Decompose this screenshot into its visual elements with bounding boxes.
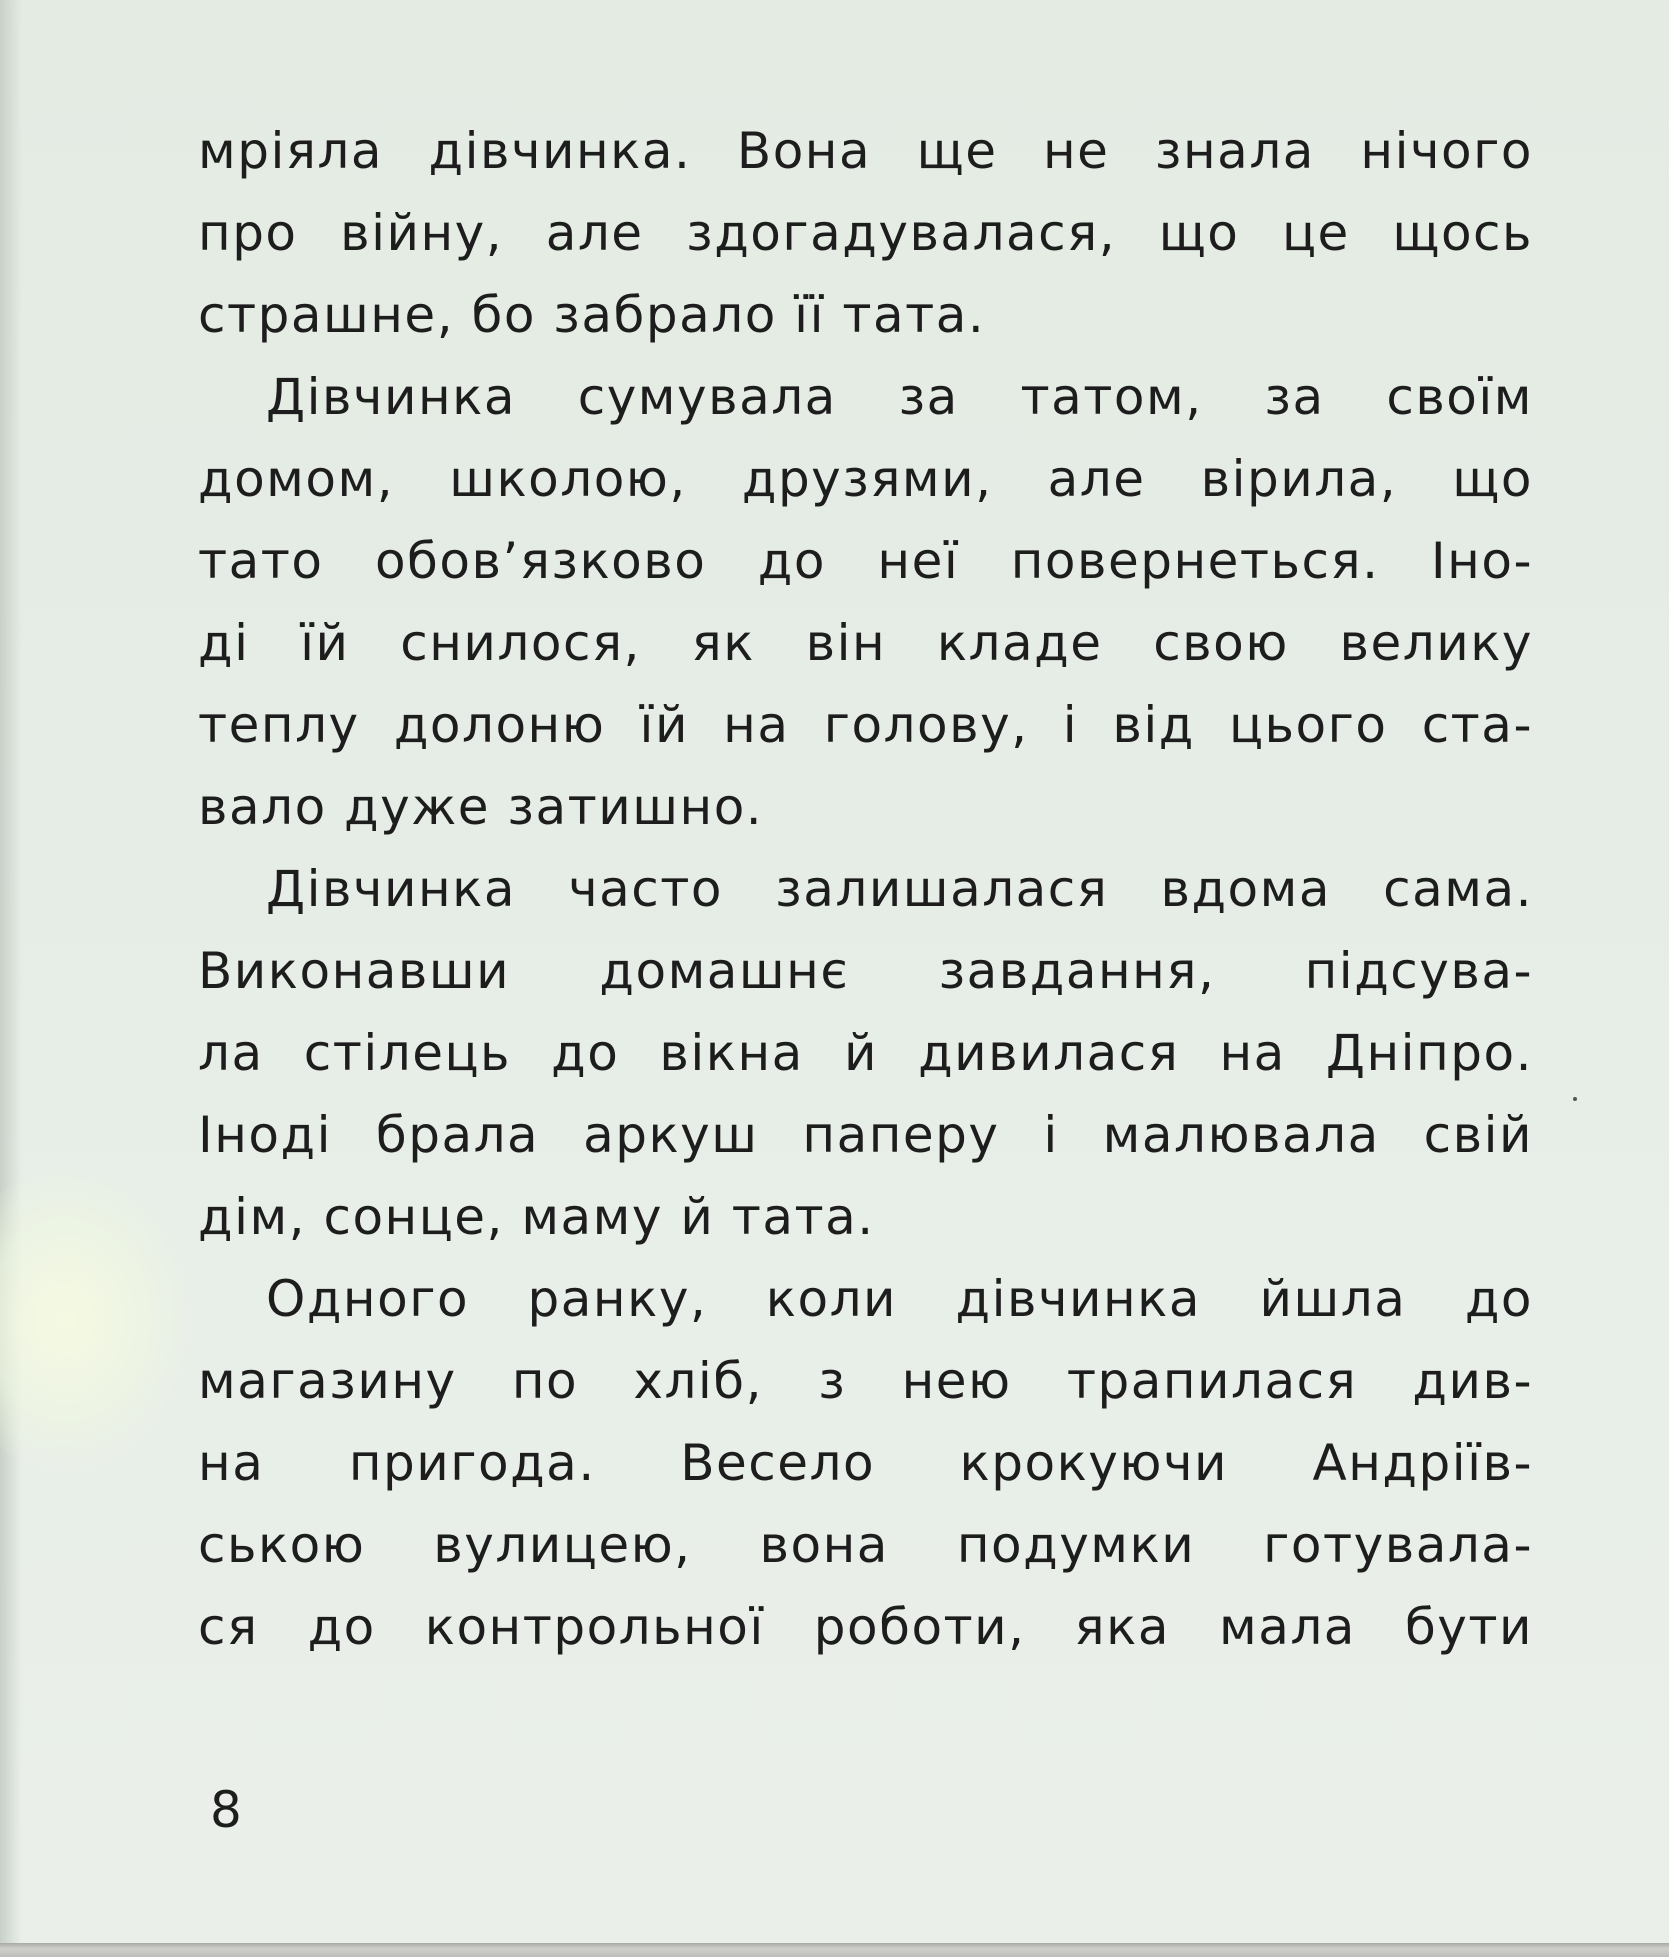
text-line: дім, сонце, маму й тата. xyxy=(198,1188,875,1246)
page-left-shadow xyxy=(0,0,22,1943)
text-line: ла стілець до вікна й дивилася на Дніпро. xyxy=(198,1024,1533,1082)
text-line: Виконавши домашнє завдання, підсува- xyxy=(198,942,1533,1000)
text-line: теплу долоню їй на голову, і від цього ста- xyxy=(198,696,1533,754)
page-number: 8 xyxy=(210,1781,242,1839)
body-text xyxy=(198,110,1533,1668)
text-line: вало дуже затишно. xyxy=(198,778,764,836)
text-line: Іноді брала аркуш паперу і малювала свій xyxy=(198,1106,1533,1164)
text-line: ською вулицею, вона подумки готувала- xyxy=(198,1516,1533,1574)
text-line: магазину по хліб, з нею трапилася див- xyxy=(198,1352,1533,1410)
text-line: Дівчинка часто залишалася вдома сама. xyxy=(266,860,1533,918)
text-line: ся до контрольної роботи, яка мала бути xyxy=(198,1598,1533,1656)
light-glare xyxy=(0,1170,190,1470)
page-bottom-edge xyxy=(0,1943,1669,1957)
paper-speck xyxy=(1573,1097,1577,1101)
text-line: ді їй снилося, як він кладе свою велику xyxy=(198,614,1533,672)
text-line: страшне, бо забрало її тата. xyxy=(198,286,986,344)
text-line: Дівчинка сумувала за татом, за своїм xyxy=(266,368,1533,426)
text-line: мріяла дівчинка. Вона ще не знала нічого xyxy=(198,122,1533,180)
text-line: Одного ранку, коли дівчинка йшла до xyxy=(266,1270,1533,1328)
text-line: тато обов’язково до неї повернеться. Іно- xyxy=(198,532,1533,590)
text-line: про війну, але здогадувалася, що це щось xyxy=(198,204,1533,262)
text-line: на пригода. Весело крокуючи Андріїв- xyxy=(198,1434,1533,1492)
text-line: домом, школою, друзями, але вірила, що xyxy=(198,450,1533,508)
